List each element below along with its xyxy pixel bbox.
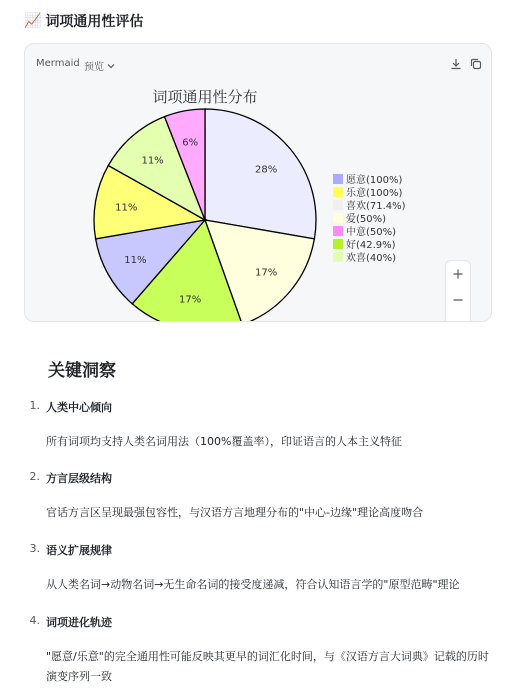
legend-item-5	[333, 238, 396, 251]
pie-slice-label-4: 11%	[115, 202, 138, 214]
copy-icon[interactable]	[468, 56, 484, 72]
chevron-down-icon	[106, 61, 116, 71]
insights-heading: 关键洞察	[48, 361, 116, 381]
pie-slice-label-1: 17%	[255, 267, 278, 279]
insight-number: 1.	[29, 399, 40, 412]
legend-label-0: 愿意(100%)	[346, 175, 403, 186]
section-heading	[24, 10, 143, 32]
preview-label: 预览	[84, 62, 104, 73]
legend-item-6	[333, 251, 396, 264]
zoom-controls	[445, 260, 471, 322]
legend-swatch-4	[333, 226, 343, 236]
legend-label-3: 爱(50%)	[346, 214, 387, 225]
insight-heading: 语义扩展规律	[46, 544, 112, 557]
legend-item-3	[333, 213, 386, 225]
legend-item-4	[333, 225, 396, 238]
expand-icon	[452, 320, 464, 322]
pie-chart-svg	[25, 84, 492, 322]
legend-label-4: 中意(50%)	[346, 227, 397, 238]
zoom-in-button[interactable]	[446, 261, 470, 287]
insight-number: 4.	[29, 614, 40, 627]
insight-number: 2.	[29, 470, 40, 483]
insight-body: 官话方言区呈现最强包容性，与汉语方言地理分布的"中心-边缘"理论高度吻合	[46, 506, 424, 519]
preview-dropdown[interactable]	[84, 58, 116, 73]
legend-swatch-3	[333, 213, 343, 223]
chart-emoji-icon: 📈	[24, 13, 42, 29]
pie-slice-label-5: 11%	[141, 155, 164, 167]
plus-icon	[452, 268, 464, 280]
fullscreen-button[interactable]	[446, 313, 470, 322]
legend-label-1: 乐意(100%)	[346, 188, 403, 199]
insight-heading: 人类中心倾向	[46, 401, 112, 414]
mermaid-card	[24, 43, 492, 322]
mermaid-label: Mermaid	[36, 58, 80, 69]
legend-item-2	[333, 199, 406, 212]
legend-swatch-0	[333, 174, 343, 184]
legend-item-0	[333, 174, 402, 186]
legend-swatch-2	[333, 200, 343, 210]
legend-label-6: 欢喜(40%)	[346, 253, 397, 264]
insight-number: 3.	[29, 542, 40, 555]
insight-heading: 方言层级结构	[46, 472, 112, 485]
insight-body: "愿意/乐意"的完全通用性可能反映其更早的词汇化时间，与《汉语方言大词典》记载的历时演变序列一致	[46, 650, 489, 683]
zoom-out-button[interactable]	[446, 287, 470, 313]
legend-label-5: 好(42.9%)	[346, 240, 396, 251]
chart-title: 词项通用性分布	[152, 88, 258, 106]
pie-slice-label-3: 11%	[124, 255, 147, 267]
pie-slice-label-6: 6%	[182, 137, 199, 149]
minus-icon	[452, 294, 464, 306]
insight-body: 所有词项均支持人类名词用法（100%覆盖率），印证语言的人本主义特征	[46, 435, 402, 448]
card-toolbar	[25, 44, 491, 84]
section-title: 词项通用性评估	[45, 14, 144, 30]
legend-swatch-5	[333, 239, 343, 249]
pie-chart	[25, 84, 492, 322]
legend-swatch-6	[333, 252, 343, 262]
pie-slice-label-0: 28%	[255, 164, 278, 176]
pie-slice-label-2: 17%	[179, 294, 202, 306]
insight-body: 从人类名词→动物名词→无生命名词的接受度递减，符合认知语言学的"原型范畴"理论	[46, 578, 460, 591]
legend-item-1	[333, 187, 402, 199]
insight-heading: 词项进化轨迹	[46, 616, 112, 629]
legend-label-2: 喜欢(71.4%)	[346, 201, 406, 212]
download-icon[interactable]	[448, 56, 464, 72]
legend-swatch-1	[333, 187, 343, 197]
